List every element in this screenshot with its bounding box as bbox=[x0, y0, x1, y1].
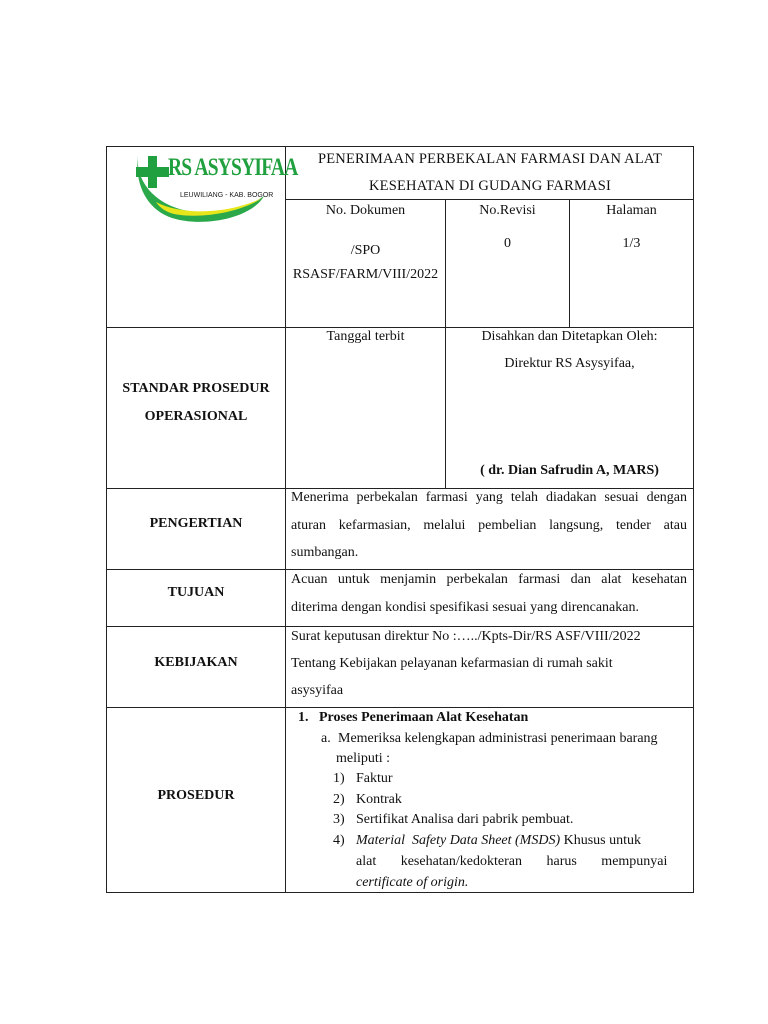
item-4-line-1 bbox=[356, 832, 641, 850]
sop-label bbox=[107, 375, 285, 431]
no-revisi-value: 0 bbox=[504, 236, 511, 251]
sub-a-line-2: meliputi : bbox=[336, 751, 391, 766]
prosedur-label: PROSEDUR bbox=[157, 788, 235, 803]
tanggal-terbit-label: Tanggal terbit bbox=[326, 329, 405, 344]
item-4-italic: Material Safety Data Sheet (MSDS) bbox=[356, 833, 561, 848]
item-4-line-2: alat kesehatan/kedokteran harus mempunyai bbox=[356, 854, 668, 869]
no-dokumen-value-1: /SPO bbox=[350, 243, 381, 258]
item-2-num: 2) bbox=[333, 792, 345, 807]
item-2-text: Kontrak bbox=[356, 792, 402, 807]
no-dokumen-value-2: RSASF/FARM/VIII/2022 bbox=[292, 267, 439, 282]
tujuan-text: Acuan untuk menjamin perbekalan farmasi dan alat kesehatan diterima dengan kondisi spesifikasi sesuai yang direncanakan. bbox=[291, 572, 687, 615]
pengertian-label: PENGERTIAN bbox=[149, 516, 243, 531]
title-line-2: KESEHATAN DI GUDANG FARMASI bbox=[368, 178, 612, 194]
table-border-right bbox=[693, 146, 694, 893]
signatory-name: ( dr. Dian Safrudin A, MARS) bbox=[480, 463, 659, 478]
no-dokumen-label: No. Dokumen bbox=[325, 203, 406, 218]
kebijakan-line-2: Tentang Kebijakan pelayanan kefarmasian di rumah sakit bbox=[291, 656, 613, 671]
kebijakan-line-1: Surat keputusan direktur No :…../Kpts-Dir/RS ASF/VIII/2022 bbox=[291, 629, 641, 644]
sub-a-line-1: Memeriksa kelengkapan administrasi penerimaan barang bbox=[338, 731, 658, 746]
kebijakan-label: KEBIJAKAN bbox=[154, 655, 238, 670]
halaman-value: 1/3 bbox=[622, 236, 641, 251]
row-divider-kebijakan bbox=[106, 626, 694, 627]
row-divider-prosedur bbox=[106, 707, 694, 708]
tujuan-label: TUJUAN bbox=[167, 585, 225, 600]
title-line-1: PENERIMAAN PERBEKALAN FARMASI DAN ALAT bbox=[317, 151, 663, 167]
sop-label-line-1: STANDAR PROSEDUR bbox=[122, 381, 270, 396]
kebijakan-line-3: asysyifaa bbox=[291, 683, 344, 698]
item-3-num: 3) bbox=[333, 812, 345, 827]
logo-cross-horizontal bbox=[136, 167, 169, 177]
prosedur-heading-num: 1. bbox=[298, 710, 309, 725]
prosedur-heading: Proses Penerimaan Alat Kesehatan bbox=[319, 710, 529, 725]
logo-name: RS ASYSYIFAA bbox=[168, 154, 298, 181]
sub-a-num: a. bbox=[321, 731, 331, 746]
table-border-bottom bbox=[106, 892, 694, 893]
disahkan-line-1: Disahkan dan Ditetapkan Oleh: bbox=[481, 329, 658, 344]
item-3-text: Sertifikat Analisa dari pabrik pembuat. bbox=[356, 812, 574, 827]
item-4-rest: Khusus untuk bbox=[560, 833, 642, 848]
item-4-num: 4) bbox=[333, 833, 345, 848]
disahkan-line-2: Direktur RS Asysyifaa, bbox=[504, 356, 635, 371]
sop-label-line-2: OPERASIONAL bbox=[144, 409, 248, 424]
logo-location: LEUWILIANG - KAB. BOGOR bbox=[180, 192, 274, 199]
no-revisi-label: No.Revisi bbox=[479, 203, 536, 218]
document-title bbox=[287, 146, 693, 200]
hospital-logo bbox=[134, 146, 298, 224]
pengertian-text: Menerima perbekalan farmasi yang telah diadakan sesuai dengan aturan kefarmasian, melalui pembelian langsung, tender atau sumbangan. bbox=[291, 490, 687, 560]
item-4-line-3: certificate of origin. bbox=[356, 875, 469, 890]
item-1-text: Faktur bbox=[356, 771, 393, 786]
item-1-num: 1) bbox=[333, 771, 345, 786]
halaman-label: Halaman bbox=[606, 203, 657, 218]
